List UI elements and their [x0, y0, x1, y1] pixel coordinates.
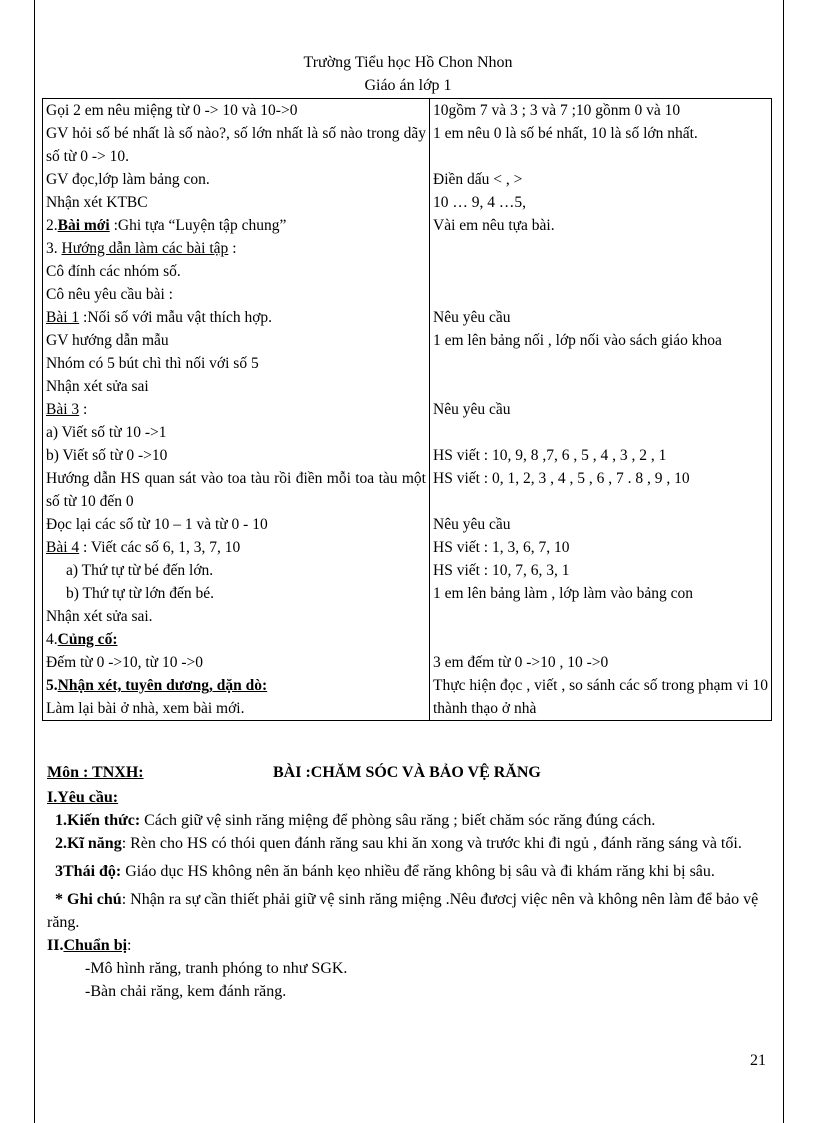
student-activities — [430, 99, 772, 721]
school-name: Trường Tiểu học Hồ Chon Nhon — [303, 54, 513, 71]
table-line: 10 … 9, 4 …5, — [433, 194, 526, 211]
table-line: Nhận xét KTBC — [46, 194, 148, 211]
table-line: Điền dấu < , > — [433, 171, 523, 188]
table-line: HS viết : 10, 9, 8 ,7, 6 , 5 , 4 , 3 , 2 , 1 — [433, 447, 667, 464]
table-line: b) Thứ tự từ lớn đến bé. — [66, 585, 215, 602]
table-line: HS viết : 1, 3, 6, 7, 10 — [433, 539, 570, 556]
note-paragraph: * Ghi chú: Nhận ra sự cần thiết phải giữ vệ sinh răng miệng .Nêu đươcj việc nên và không nên làm để bảo vệ răng. — [47, 891, 759, 931]
lesson-title: BÀI :CHĂM SÓC VÀ BẢO VỆ RĂNG — [273, 764, 541, 781]
lesson-body — [47, 786, 767, 1003]
table-line: HS viết : 0, 1, 2, 3 , 4 , 5 , 6 , 7 . 8 , 9 , 10 — [433, 470, 690, 487]
table-line: Đếm từ 0 ->10, từ 10 ->0 — [46, 654, 203, 671]
table-line: Nêu yêu cầu — [433, 309, 511, 326]
section-new-lesson: 2.Bài mới :Ghi tựa “Luyện tập chung” — [46, 217, 287, 234]
exercise-3-heading: Bài 3 : — [46, 401, 88, 418]
knowledge-paragraph: 1.Kiến thức: Cách giữ vệ sinh răng miệng để phòng sâu răng ; biết chăm sóc răng đúng cách. — [55, 812, 656, 829]
preparation-item: -Bàn chải răng, kem đánh răng. — [85, 983, 287, 1000]
subject-heading — [47, 760, 777, 786]
table-line: Vài em nêu tựa bài. — [433, 217, 555, 234]
skills-paragraph: 2.Kĩ năng: Rèn cho HS có thói quen đánh răng sau khi ăn xong và trước khi đi ngủ , đánh răng sáng và tối. — [55, 835, 742, 852]
table-line: Làm lại bài ở nhà, xem bài mới. — [46, 700, 245, 717]
table-line: Nêu yêu cầu — [433, 401, 511, 418]
section-consolidation: 4.Củng cố: — [46, 631, 118, 648]
preparation-item: -Mô hình răng, tranh phóng to như SGK. — [85, 960, 348, 977]
lesson-plan-title: Giáo án lớp 1 — [364, 77, 452, 94]
table-line: GV hỏi số bé nhất là số nào?, số lớn nhất là số nào trong dãy số từ 0 -> 10. — [46, 125, 426, 165]
exercise-4-heading: Bài 4 : Viết các số 6, 1, 3, 7, 10 — [46, 539, 241, 556]
section-review: 5.Nhận xét, tuyên dương, dặn dò: — [46, 677, 268, 694]
table-line: a) Viết số từ 10 ->1 — [46, 424, 167, 441]
table-line: Nhận xét sửa sai. — [46, 608, 153, 625]
subject-label: Môn : TNXH: — [47, 764, 144, 781]
table-line: Nhóm có 5 bút chì thì nối với số 5 — [46, 355, 259, 372]
teacher-activities — [43, 99, 430, 721]
table-line: GV đọc,lớp làm bảng con. — [46, 171, 210, 188]
table-line: Đọc lại các số từ 10 – 1 và từ 0 - 10 — [46, 516, 268, 533]
table-line: Hướng dẫn HS quan sát vào toa tàu rồi điền mỗi toa tàu một số từ 10 đến 0 — [46, 470, 426, 510]
table-line: Gọi 2 em nêu miệng từ 0 -> 10 và 10->0 — [46, 102, 298, 119]
table-line: b) Viết số từ 0 ->10 — [46, 447, 168, 464]
attitude-paragraph: 3Thái độ: Giáo dục HS không nên ăn bánh kẹo nhiều để răng không bị sâu và đi khám răng khi bị sâu. — [55, 863, 715, 880]
table-line: 1 em lên bảng làm , lớp làm vào bảng con — [433, 585, 694, 602]
requirements-heading: I.Yêu cầu: — [47, 789, 119, 806]
table-line: HS viết : 10, 7, 6, 3, 1 — [433, 562, 570, 579]
table-line: Cô đính các nhóm số. — [46, 263, 181, 280]
lesson-table — [42, 98, 772, 721]
table-line: Thực hiện đọc , viết , so sánh các số trong phạm vi 10 thành thạo ở nhà — [433, 677, 768, 717]
table-line: 3 em đếm từ 0 ->10 , 10 ->0 — [433, 654, 609, 671]
table-line: Nêu yêu cầu — [433, 516, 511, 533]
table-line: 1 em nêu 0 là số bé nhất, 10 là số lớn nhất. — [433, 125, 698, 142]
table-line: a) Thứ tự từ bé đến lớn. — [66, 562, 214, 579]
table-line: Cô nêu yêu cầu bài : — [46, 286, 173, 303]
page-number: 21 — [750, 1052, 766, 1069]
exercise-1-heading: Bài 1 :Nối số với mẫu vật thích hợp. — [46, 309, 273, 326]
preparation-heading: II.Chuẩn bị: — [47, 937, 132, 954]
table-line: GV hướng dẫn mẫu — [46, 332, 169, 349]
table-line: 10gồm 7 và 3 ; 3 và 7 ;10 gồnm 0 và 10 — [433, 102, 681, 119]
table-line: 1 em lên bảng nối , lớp nối vào sách giáo khoa — [433, 332, 722, 349]
section-exercises: 3. Hướng dẫn làm các bài tập : — [46, 240, 237, 257]
table-line: Nhận xét sửa sai — [46, 378, 149, 395]
